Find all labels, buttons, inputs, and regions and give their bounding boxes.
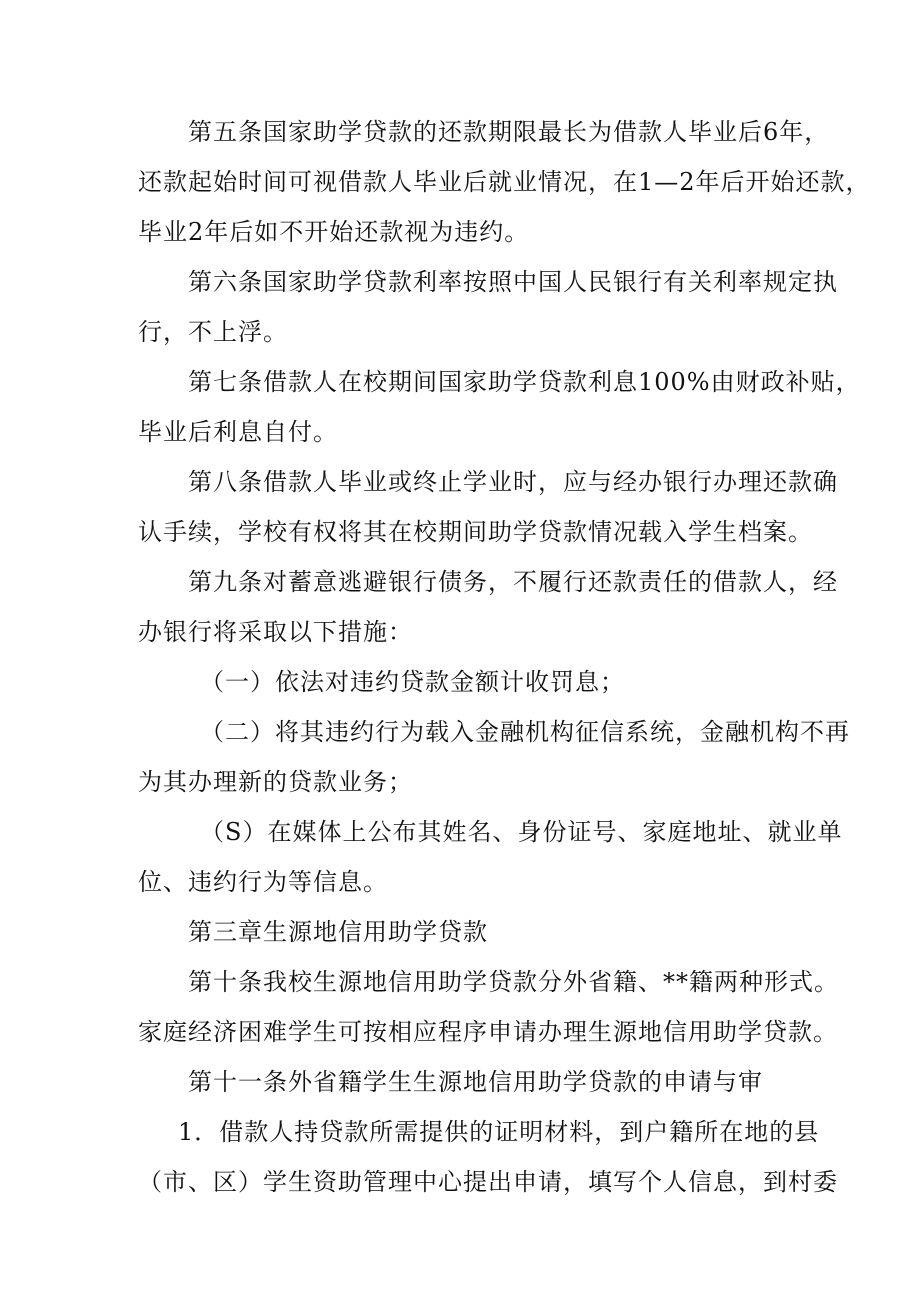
text-line: 第八条借款人毕业或终止学业时，应与经办银行办理还款确 xyxy=(188,468,838,496)
text-line: （市、区）学生资助管理中心提出申请，填写个人信息，到村委 xyxy=(138,1168,838,1196)
text-line: 还款起始时间可视借款人毕业后就业情况，在1—2年后开始还款， xyxy=(138,168,871,196)
text-line: 位、违约行为等信息。 xyxy=(138,868,388,896)
text-line: 毕业后利息自付。 xyxy=(138,418,338,446)
text-line: 毕业2年后如不开始还款视为违约。 xyxy=(138,218,530,246)
text-line: 1．借款人持贷款所需提供的证明材料，到户籍所在地的县 xyxy=(178,1118,820,1146)
text-line: 为其办理新的贷款业务； xyxy=(138,768,413,796)
text-line: （一）依法对违约贷款金额计收罚息； xyxy=(200,668,625,696)
text-line: 办银行将采取以下措施： xyxy=(138,618,413,646)
text-line: 认手续，学校有权将其在校期间助学贷款情况载入学生档案。 xyxy=(138,518,813,546)
text-line: 第五条国家助学贷款的还款期限最长为借款人毕业后6年， xyxy=(188,118,830,146)
text-line: （二）将其违约行为载入金融机构征信系统，金融机构不再 xyxy=(200,718,850,746)
text-line: 第九条对蓄意逃避银行债务，不履行还款责任的借款人，经 xyxy=(188,568,838,596)
text-line: （S）在媒体上公布其姓名、身份证号、家庭地址、就业单 xyxy=(200,818,843,846)
text-line: 第六条国家助学贷款利率按照中国人民银行有关利率规定执 xyxy=(188,268,838,296)
section-heading: 第三章生源地信用助学贷款 xyxy=(188,918,488,946)
text-line: 第七条借款人在校期间国家助学贷款利息100%由财政补贴， xyxy=(188,368,861,396)
text-line: 第十一条外省籍学生生源地信用助学贷款的申请与审 xyxy=(188,1068,763,1096)
text-line: 家庭经济困难学生可按相应程序申请办理生源地信用助学贷款。 xyxy=(138,1018,838,1046)
text-line: 第十条我校生源地信用助学贷款分外省籍、**籍两种形式。 xyxy=(188,968,839,996)
text-line: 行，不上浮。 xyxy=(138,318,288,346)
